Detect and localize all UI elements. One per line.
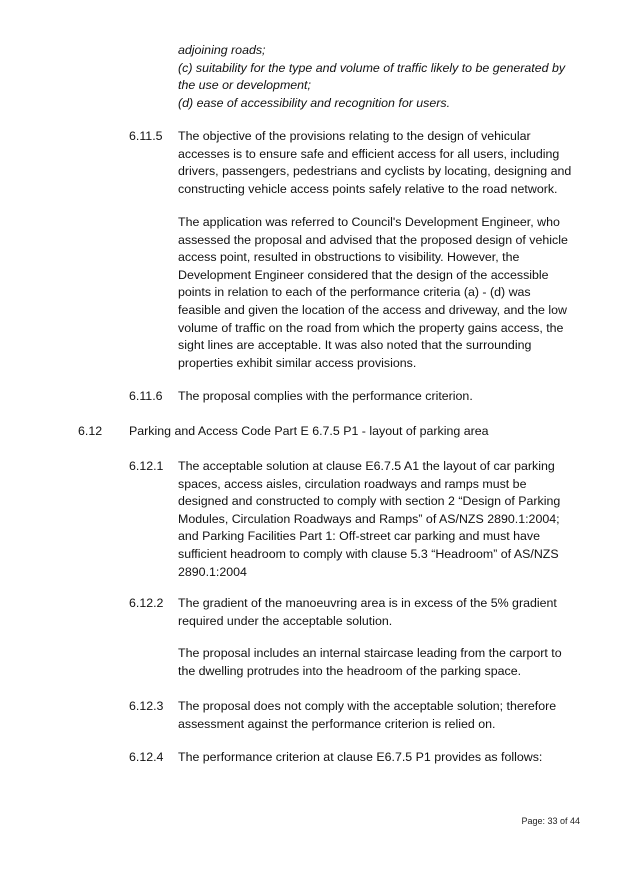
page-number: Page: 33 of 44 <box>521 816 580 826</box>
section-number: 6.11.5 <box>129 129 163 143</box>
section-6-11-5-paragraph-2: The application was referred to Council's Development Engineer, who assessed the proposal and advised that the proposed design of vehicle access point, resulted in obstructions to visibility. However, the Development Engineer considered that the design of the accessible points in relation to each of the performance criteria (a) - (d) was feasible and given the location of the access and driveway, and the low volume of traffic on the road from which the property gains access, the sight lines are acceptable. It was also noted that the surrounding properties exhibit similar access provisions. <box>178 215 568 370</box>
section-number: 6.12.1 <box>129 459 164 473</box>
section-number: 6.12.4 <box>129 750 164 764</box>
section-heading: Parking and Access Code Part E 6.7.5 P1 - layout of parking area <box>129 424 489 438</box>
section-6-12-2-paragraph-2: The proposal includes an internal staircase leading from the carport to the dwelling protrudes into the headroom of the parking space. <box>178 646 562 678</box>
criteria-continuation <box>178 42 598 112</box>
section-6-11-5-paragraph-1: The objective of the provisions relating to the design of vehicular accesses is to ensure safe and efficient access for all users, including drivers, passengers, pedestrians and cyclists by locating, designing and constructing vehicle access points safely relative to the road network. <box>178 129 572 196</box>
section-number: 6.11.6 <box>129 389 163 403</box>
section-6-12-3-text: The proposal does not comply with the acceptable solution; therefore assessment against the performance criterion is relied on. <box>178 699 557 731</box>
section-6-12-2-paragraph-1: The gradient of the manoeuvring area is in excess of the 5% gradient required under the acceptable solution. <box>178 596 557 628</box>
section-6-11-6-text: The proposal complies with the performance criterion. <box>178 389 473 403</box>
section-number: 6.12.2 <box>129 596 164 610</box>
section-6-12-1-text: The acceptable solution at clause E6.7.5 A1 the layout of car parking spaces, access aisles, circulation roadways and ramps must be designed and constructed to comply with section 2 “Design of Parking Modules, Circulation Roadways and Ramps” of AS/NZS 2890.1:2004; and Parking Facilities Part 1: Off-street car parking and must have sufficient headroom to comply with clause 5.3 “Headroom” of AS/NZS 2890.1:2004 <box>178 459 561 579</box>
section-6-12-4-text: The performance criterion at clause E6.7.5 P1 provides as follows: <box>178 750 543 764</box>
continuation-line: (d) ease of accessibility and recognition for users. <box>178 95 451 110</box>
continuation-line: the use or development; <box>178 78 311 93</box>
continuation-line: adjoining roads; <box>178 43 266 57</box>
continuation-line: (c) suitability for the type and volume of traffic likely to be generated by <box>178 60 566 75</box>
section-number: 6.12 <box>78 424 103 438</box>
section-number: 6.12.3 <box>129 699 164 713</box>
